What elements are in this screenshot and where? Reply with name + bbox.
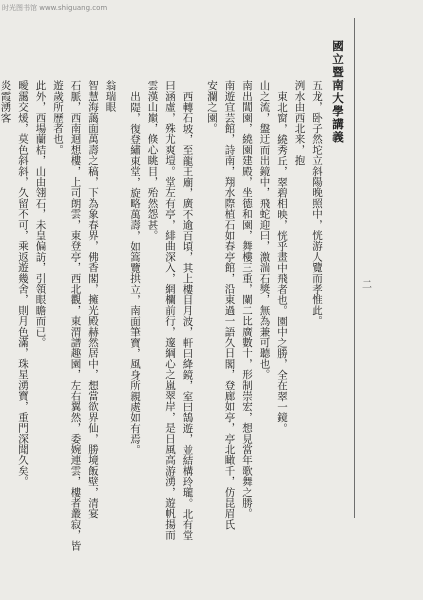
text-column: 炎霞湧客 [0,80,12,123]
text-column: 五龙，卧子然坨立斜陽晚照中，恍游人覽而孝惟此。 [311,80,323,327]
watermark: 时光图书馆 www.shiguang.com [2,4,108,12]
text-column: 曰涵虛，殊尤爽塏。堂左有亭，緋曲深入，網欄前行，邃綱心之嵐翠岸，是日風高游湧，遊帆揚而 [164,80,176,541]
text-column: 出隄，復登繡東堂，旋略萬壽，如篙覽拱立，南面筆寶，風身所親處如有焉。 [129,90,141,455]
header-rule [354,18,355,518]
header-title: 國立暨南大學講義 [331,40,345,144]
text-column: 東北窗，繞秀丘，翠碧相映，恍乎畫中飛者也。園中之勝，全在翠一鏡。 [276,90,288,433]
text-column: 石脈，西南迴想樓，上司朗雲，東登亭，西北觀，東渭譜趣園，左右翼然，委婉連雲，樓者叢寂，皆 [69,80,82,551]
text-column: 安瀾之園。 [206,80,218,134]
text-column: 洌水由西北来，抱 [293,80,306,166]
text-column: 雲漢山巔，倏心眺目，殆然怨甚。 [146,80,159,241]
text-column: 西轉石坡，至龍王廟，廣不逾百頃，其上樓目月波，軒曰絳鏡，室曰鵠遊，並結構玲瓏。北有堂 [181,90,194,540]
text-column: 南遊宜芸館，詩南，翔水際植石如春亭館，沿東過一語久日閣，登廊如亭，亭北瞰千，仿昆眉氏 [223,80,236,530]
text-column: 曖靄交煖，莫色斜斜，久留不可，乘返遊幾舍，則月色滿，珠星湧寶，重門深聞久矣。 [17,80,29,487]
text-column: 翁瑞眼 [104,80,117,113]
text-column: 此外，西場蘭桔，山由翎石，未皇偏訪，引領眼瞻而已。 [34,80,47,348]
text-column: 南出閶園，繞園建殿，坐德和園，舞樓三重，闌二比廣數十，形制崇宏，想見當年歌舞之勝。 [241,80,253,519]
body-text [0,80,325,585]
text-column: 遊歲所歷者也。 [52,80,64,155]
text-column: 智慧海藹面萬壽之稿，下為象春界，佛香閣，擁光殿赫然居中，想當欲界仙，勝境飯壁，清宴 [87,80,99,519]
text-column: 山之流，盤迂而出鏡中，飛蛇迎曰，激湍石獎，無為兼可聽也。 [258,80,271,380]
page-number: 二 [362,280,372,291]
